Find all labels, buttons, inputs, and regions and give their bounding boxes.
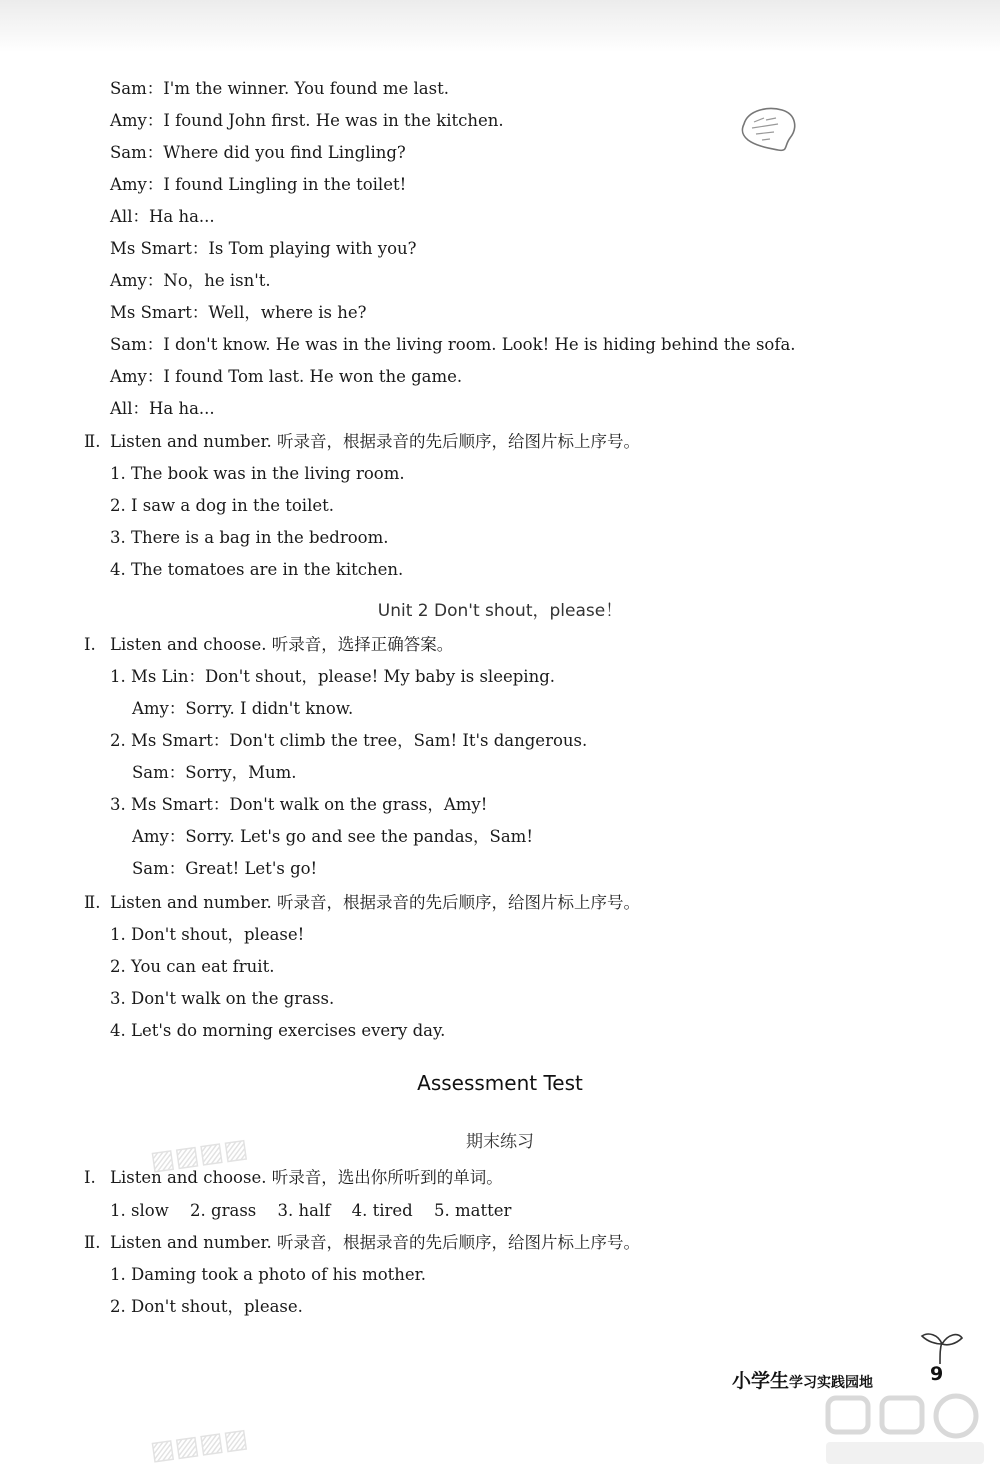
dialogue-line: Ms Smart：Is Tom playing with you? (110, 239, 417, 258)
section-heading (84, 634, 453, 656)
list-item: 2. You can eat fruit. (110, 957, 275, 976)
dialogue-line: All：Ha ha... (110, 399, 215, 418)
heading-text: Listen and choose. 听录音，选择正确答案。 (110, 635, 454, 654)
heading-text: Listen and number. 听录音，根据录音的先后顺序，给图片标上序号。 (110, 1233, 641, 1252)
unit-title: Unit 2 Don't shout，please！ (377, 601, 623, 621)
dialogue-line: Amy：I found John first. He was in the kitchen. (110, 111, 504, 130)
dialogue-line: Sam：Great! Let's go! (132, 859, 318, 878)
section-heading (84, 892, 640, 914)
heading-text: Listen and choose. 听录音，选出你所听到的单词。 (110, 1168, 503, 1187)
dialogue-line: All：Ha ha... (110, 207, 215, 226)
dialogue-line: Amy：I found Lingling in the toilet! (110, 175, 407, 194)
dialogue-line: 1. Ms Lin：Don't shout，please! My baby is sleeping. (110, 667, 556, 686)
page-number: 9 (930, 1363, 944, 1385)
section-heading (84, 1232, 640, 1254)
dialogue-line: Sam：I don't know. He was in the living room. Look! He is hiding behind the sofa. (110, 335, 796, 354)
roman-numeral: Ⅱ. (84, 1233, 101, 1252)
library-stamp-icon (738, 104, 800, 156)
section-heading (84, 431, 640, 453)
watermark-stamp-icon: ▨▨▨▨ (148, 1133, 250, 1177)
word-item: 2. grass (190, 1201, 257, 1220)
dialogue-line: Sam：Where did you find Lingling? (110, 143, 406, 162)
dialogue-line: Sam：Sorry，Mum. (132, 763, 297, 782)
list-item: 3. There is a bag in the bedroom. (110, 528, 389, 547)
word-item: 3. half (277, 1201, 331, 1220)
word-item: 1. slow (110, 1201, 169, 1220)
dialogue-line: Amy：Sorry. I didn't know. (132, 699, 354, 718)
list-item: 3. Don't walk on the grass. (110, 989, 335, 1008)
brand-big: 小学生 (732, 1370, 790, 1392)
list-item: 2. I saw a dog in the toilet. (110, 496, 334, 515)
watermark-stamp-icon: ▨▨▨▨ (148, 1423, 250, 1467)
dialogue-line: Amy：No，he isn't. (110, 271, 271, 290)
word-item: 4. tired (351, 1201, 413, 1220)
watermark-logo-icon (820, 1390, 990, 1470)
word-item: 5. matter (433, 1201, 512, 1220)
heading-text: Listen and number. 听录音，根据录音的先后顺序，给图片标上序号。 (110, 893, 641, 912)
list-item: 1. The book was in the living room. (110, 464, 405, 483)
roman-numeral: Ⅱ. (84, 893, 101, 912)
assessment-title: Assessment Test (417, 1071, 583, 1095)
list-item: 2. Don't shout，please. (110, 1297, 303, 1316)
dialogue-line: Ms Smart：Well，where is he? (110, 303, 367, 322)
brand-small: 学习实践园地 (789, 1375, 874, 1391)
list-item: 4. Let's do morning exercises every day. (110, 1021, 446, 1040)
roman-numeral: Ⅰ. (84, 1168, 96, 1187)
list-item: 1. Don't shout，please! (110, 925, 305, 944)
word-list (110, 1200, 527, 1222)
dialogue-line: Amy：Sorry. Let's go and see the pandas，Sam! (132, 827, 533, 846)
list-item: 1. Daming took a photo of his mother. (110, 1265, 426, 1284)
assessment-subtitle: 期末练习 (466, 1132, 534, 1152)
section-heading (84, 1167, 503, 1189)
heading-text: Listen and number. 听录音，根据录音的先后顺序，给图片标上序号。 (110, 432, 641, 451)
list-item: 4. The tomatoes are in the kitchen. (110, 560, 404, 579)
roman-numeral: Ⅰ. (84, 635, 96, 654)
scan-edge-shadow (0, 0, 1000, 52)
dialogue-line: Sam：I'm the winner. You found me last. (110, 79, 449, 98)
book-brand (732, 1366, 873, 1393)
roman-numeral: Ⅱ. (84, 432, 101, 451)
sprout-icon (918, 1328, 964, 1364)
dialogue-line: Amy：I found Tom last. He won the game. (110, 367, 463, 386)
dialogue-line: 2. Ms Smart：Don't climb the tree，Sam! It's dangerous. (110, 731, 588, 750)
dialogue-line: 3. Ms Smart：Don't walk on the grass，Amy! (110, 795, 488, 814)
